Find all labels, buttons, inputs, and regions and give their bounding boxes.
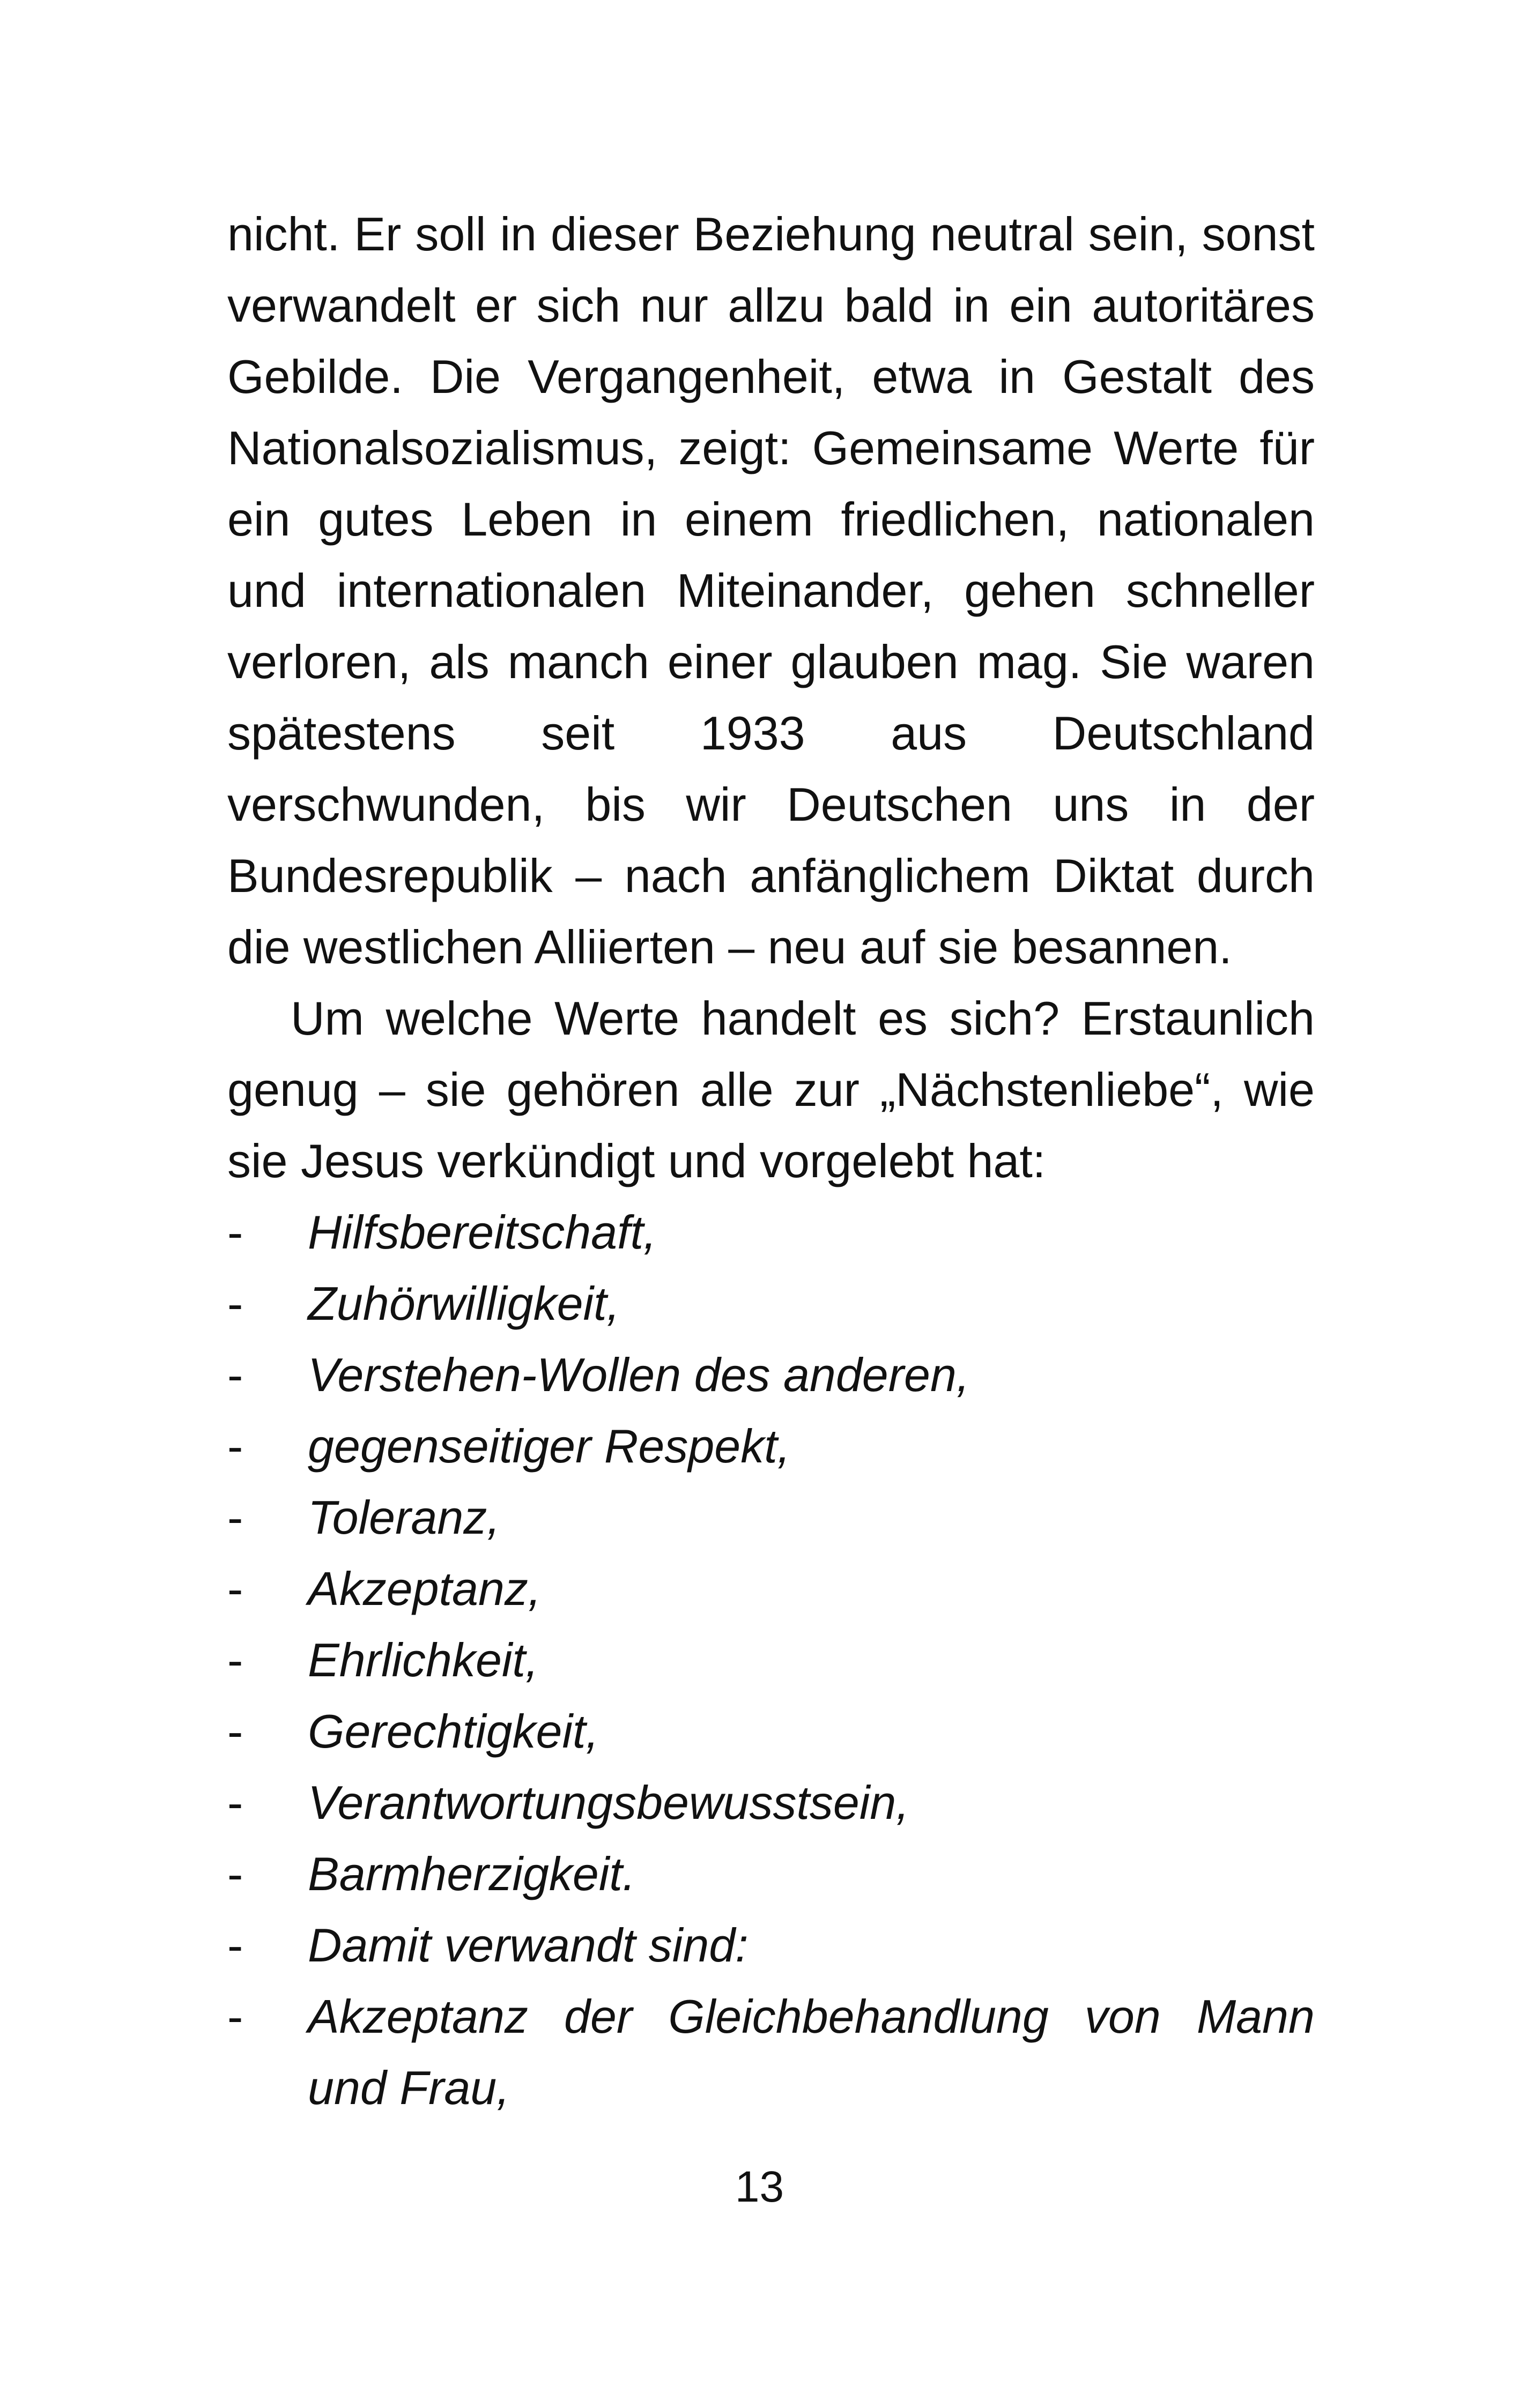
list-item <box>227 1339 1315 1410</box>
list-item-text: Verantwortungsbewusstsein, <box>308 1776 909 1829</box>
list-bullet: - <box>227 1206 243 1259</box>
list-bullet: - <box>227 1705 243 1758</box>
body-text <box>227 198 1315 2123</box>
page-number: 13 <box>735 2162 784 2211</box>
list-item <box>227 1909 1315 1981</box>
list-item <box>227 1624 1315 1696</box>
list-item-text: Toleranz, <box>308 1491 500 1544</box>
list-item <box>227 1482 1315 1553</box>
list-item-text: Ehrlichkeit, <box>308 1633 539 1686</box>
list-bullet: - <box>227 1776 243 1829</box>
list-item <box>227 1696 1315 1767</box>
list-item <box>227 1410 1315 1482</box>
list-item-text: Verstehen-Wollen des anderen, <box>308 1348 970 1401</box>
list-item <box>227 1196 1315 1268</box>
list-item <box>227 1553 1315 1624</box>
list-bullet: - <box>227 1919 243 1972</box>
list-item-text: Barmherzigkeit. <box>308 1847 636 1900</box>
list-bullet: - <box>227 1419 243 1473</box>
list-bullet: - <box>227 1348 243 1401</box>
list-item <box>227 1767 1315 1838</box>
list-item <box>227 1268 1315 1339</box>
list-item-text: Damit verwandt sind: <box>308 1919 749 1972</box>
list-item-text: Hilfsbereitschaft, <box>308 1206 657 1259</box>
list-item <box>227 1838 1315 1909</box>
list-item <box>227 1981 1315 2123</box>
list-bullet: - <box>227 1990 243 2043</box>
list-item-text: Zuhörwilligkeit, <box>308 1277 620 1330</box>
list-item-text: Akzeptanz der Gleichbehandlung von Mann und Frau, <box>308 1990 1315 2114</box>
list-item-text: gegenseitiger Respekt, <box>308 1419 791 1473</box>
list-item-text: Akzeptanz, <box>308 1562 542 1615</box>
list-item-text: Gerechtigkeit, <box>308 1705 599 1758</box>
list-bullet: - <box>227 1847 243 1900</box>
list-bullet: - <box>227 1562 243 1615</box>
list-bullet: - <box>227 1491 243 1544</box>
list-bullet: - <box>227 1633 243 1686</box>
values-list <box>227 1196 1315 2123</box>
paragraph-values-intro: Um welche Werte handelt es sich? Erstaunlich genug – sie gehören alle zur „Nächstenliebe“, wie sie Jesus verkündigt und vorgelebt hat: <box>227 992 1315 1187</box>
paragraph-continued: nicht. Er soll in dieser Beziehung neutral sein, sonst verwandelt er sich nur allzu bald in ein autoritäres Gebilde. Die Vergangenheit, etwa in Gestalt des Nationalsozialismus, zeigt: Gemeinsame Werte für ein gutes Leben in einem friedlichen, nationalen und internationalen Miteinander, gehen schneller verloren, als manch einer glauben mag. Sie waren spätestens seit 1933 aus Deutschland verschwunden, bis wir Deutschen uns in der Bundesrepublik – nach anfänglichem Diktat durch die westlichen Alliierten – neu auf sie besannen. <box>227 207 1315 973</box>
list-bullet: - <box>227 1277 243 1330</box>
